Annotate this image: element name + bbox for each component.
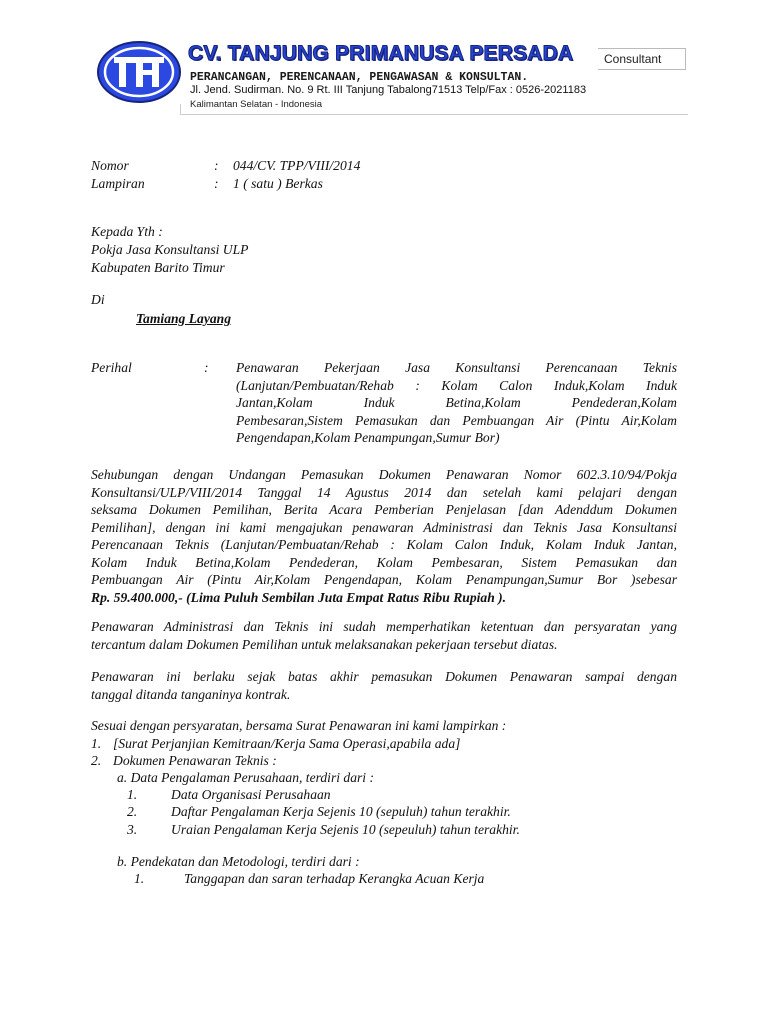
subitem-number: 2. [127, 804, 138, 819]
paragraph-line: Sehubungan dengan Undangan Pemasukan Dokumen Penawaran Nomor 602.3.10/94/Pokja [91, 467, 677, 482]
nomor-label: Nomor [91, 158, 129, 173]
header-divider-vertical [180, 104, 181, 114]
nomor-colon: : [214, 158, 219, 173]
subitem-text: Tanggapan dan saran terhadap Kerangka Acuan Kerja [184, 871, 485, 886]
lampiran-value: 1 ( satu ) Berkas [233, 176, 323, 191]
attachments-intro: Sesuai dengan persyaratan, bersama Surat Penawaran ini kami lampirkan : [91, 718, 507, 733]
perihal-line: (Lanjutan/Pembuatan/Rehab : Kolam Calon Induk,Kolam Induk [236, 377, 677, 393]
consultant-badge [598, 48, 686, 70]
recipient-name: Pokja Jasa Konsultansi ULP [91, 242, 249, 257]
perihal-line: Jantan,Kolam Induk Betina,Kolam Pendederan,Kolam [236, 395, 677, 410]
recipient-di: Di [91, 292, 105, 307]
consultant-label: Consultant [604, 52, 662, 66]
paragraph-line: Perencanaan Teknis (Lanjutan/Pembuatan/Rehab : Kolam Calon Induk, Kolam Induk Jantan, [91, 537, 677, 552]
header-divider [180, 114, 688, 115]
paragraph-line: seksama Dokumen Pemilihan, Berita Acara Pemberian Penjelasan [dan Adenddum Dokumen [91, 502, 677, 517]
perihal-line: Pengendapan,Kolam Penampungan,Sumur Bor) [236, 430, 500, 445]
subitem-number: 3. [127, 822, 138, 837]
recipient-place: Tamiang Layang [136, 311, 232, 326]
paragraph-intro [91, 466, 677, 606]
subitem-text: Uraian Pengalaman Kerja Sejenis 10 (sepeuluh) tahun terakhir. [171, 822, 520, 837]
lampiran-colon: : [214, 176, 219, 191]
attachment-subsection-a: a. Data Pengalaman Perusahaan, terdiri dari : [117, 770, 375, 785]
paragraph-line: tanggal ditanda tanganinya kontrak. [91, 686, 291, 702]
paragraph-line: tercantum dalam Dokumen Pemilihan untuk melaksanakan pekerjaan tersebut diatas. [91, 636, 558, 652]
paragraph-line: Kolam Induk Betina,Kolam Pendederan, Kolam Pembesaran, Sistem Pemasukan dan [91, 554, 677, 570]
perihal-line: Pembesaran,Sistem Pemasukan dan Pembuangan Air (Pintu Air,Kolam [236, 412, 677, 428]
paragraph-line: Pembuangan Air (Pintu Air,Kolam Pengendapan, Kolam Penampungan,Sumur Bor )sebesar [91, 572, 677, 587]
letterhead [96, 40, 688, 116]
perihal-line: Penawaran Pekerjaan Jasa Konsultansi Perencanaan Teknis [236, 360, 677, 375]
subitem-text: Daftar Pengalaman Kerja Sejenis 10 (sepuluh) tahun terakhir. [171, 804, 511, 819]
attachment-number: 1. [91, 736, 102, 751]
recipient-greeting: Kepada Yth : [91, 224, 163, 239]
company-name: CV. TANJUNG PRIMANUSA PERSADA [188, 42, 574, 65]
company-address: Jl. Jend. Sudirman. No. 9 Rt. III Tanjung Tabalong71513 Telp/Fax : 0526-2021183 [190, 84, 587, 96]
subitem-text: Data Organisasi Perusahaan [171, 787, 331, 802]
subitem-number: 1. [134, 871, 145, 886]
attachment-item: Dokumen Penawaran Teknis : [113, 753, 277, 768]
tpp-logo-icon [96, 40, 182, 104]
company-tagline: PERANCANGAN, PERENCANAAN, PENGAWASAN & KONSULTAN. [190, 71, 529, 84]
paragraph-line: Konsultansi/ULP/VIII/2014 Tanggal 14 Agustus 2014 dan setelah kami pelajari dengan [91, 484, 677, 500]
paragraph-line: Penawaran ini berlaku sejak batas akhir pemasukan Dokumen Penawaran sampai dengan [91, 669, 677, 684]
perihal-label: Perihal [91, 360, 132, 375]
nomor-value: 044/CV. TPP/VIII/2014 [233, 158, 361, 173]
lampiran-label: Lampiran [91, 176, 145, 191]
company-region: Kalimantan Selatan - Indonesia [190, 99, 323, 110]
paragraph-compliance [91, 618, 677, 653]
attachment-subsection-b: b. Pendekatan dan Metodologi, terdiri dari : [117, 854, 360, 869]
paragraph-line: Pemilihan], dengan ini kami mengajukan penawaran Administrasi dan Teknis Jasa Konsultansi [91, 519, 677, 535]
perihal-text [236, 359, 677, 447]
offer-amount: Rp. 59.400.000,- (Lima Puluh Sembilan Juta Empat Ratus Ribu Rupiah ). [91, 589, 507, 605]
attachment-number: 2. [91, 753, 102, 768]
paragraph-line: Penawaran Administrasi dan Teknis ini sudah memperhatikan ketentuan dan persyaratan yang [91, 619, 677, 634]
paragraph-validity [91, 668, 677, 703]
attachment-item: [Surat Perjanjian Kemitraan/Kerja Sama Operasi,apabila ada] [113, 736, 461, 751]
perihal-colon: : [204, 360, 209, 375]
recipient-region: Kabupaten Barito Timur [91, 260, 225, 275]
subitem-number: 1. [127, 787, 138, 802]
